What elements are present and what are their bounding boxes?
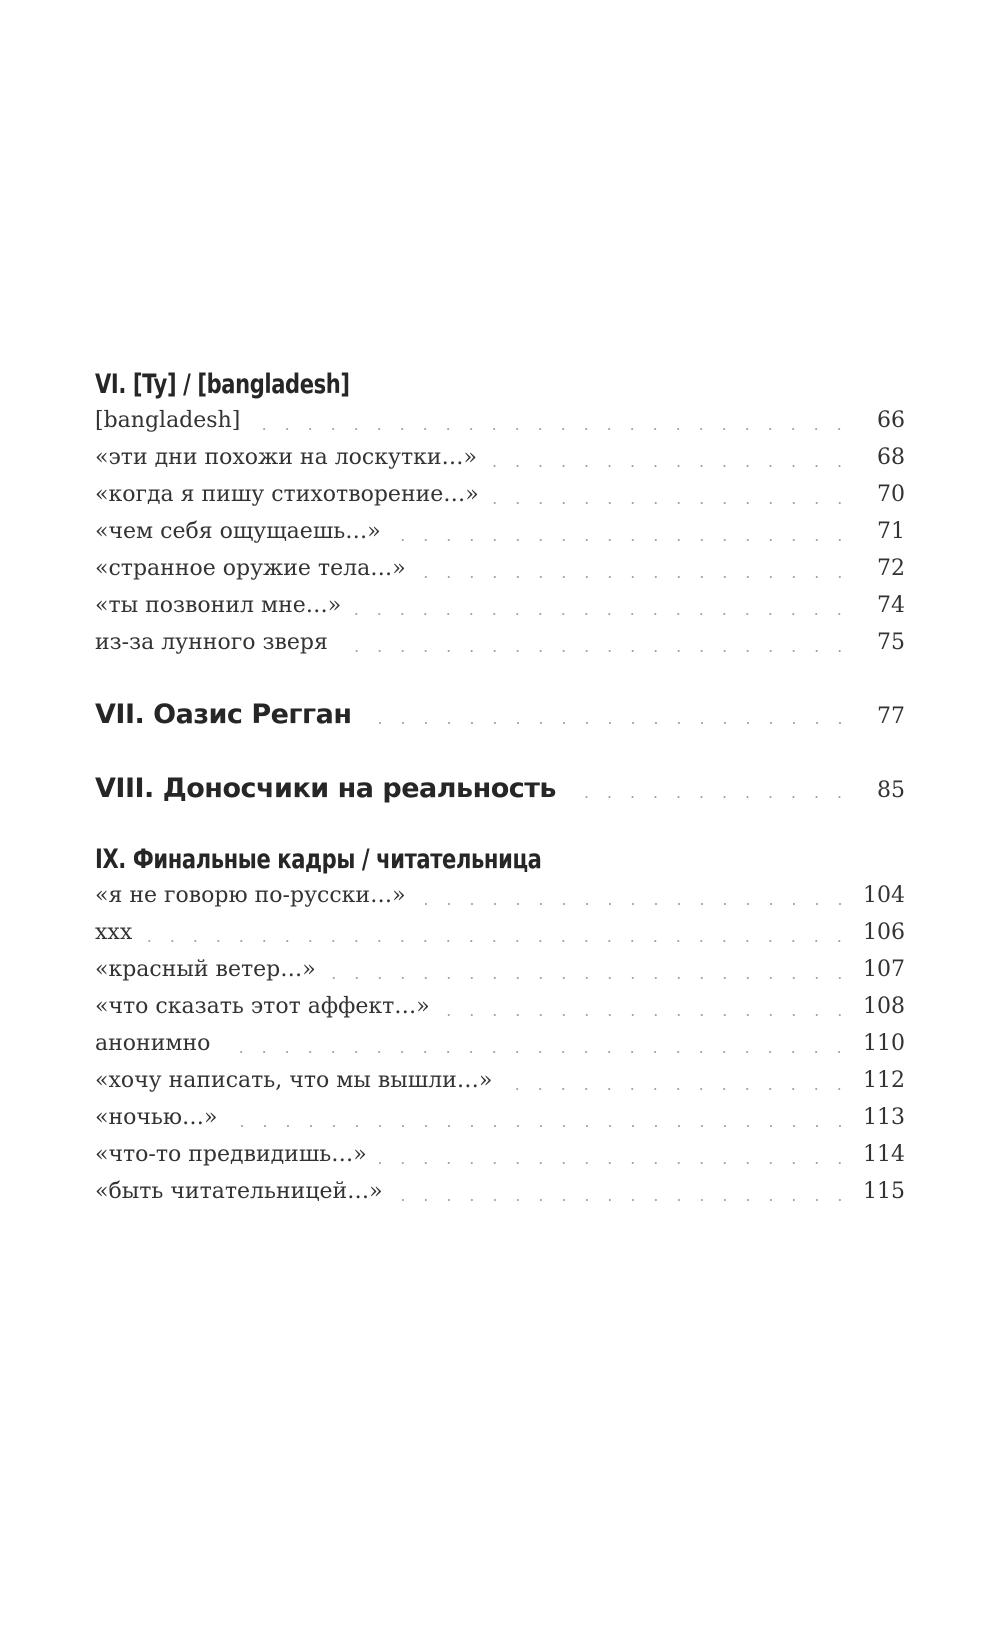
table-of-contents [95,368,905,1210]
section-title: VI. [Ty] / [bangladesh] [95,369,350,400]
entry-title: из-за лунного зверя [95,630,328,655]
dot-leader [328,977,851,979]
dot-leader [504,1088,851,1090]
entry-title: «красный ветер…» [95,957,316,982]
toc-section-vii [95,695,905,735]
dot-leader [353,613,851,615]
dot-leader [442,1014,851,1016]
toc-entry[interactable] [95,402,905,439]
entry-title: «когда я пишу стихотворение…» [95,482,479,507]
toc-entry[interactable] [95,1136,905,1173]
dot-leader [568,796,851,798]
dot-leader [393,539,851,541]
toc-section-ix [95,843,905,1210]
toc-chapter-entry[interactable] [95,695,905,735]
dot-leader [222,1051,851,1053]
page-number: 106 [863,920,905,945]
entry-title: «ты позвонил мне…» [95,593,342,618]
toc-entry[interactable] [95,1062,905,1099]
page-number: 104 [863,883,905,908]
dot-leader [379,1162,851,1164]
entry-title: «ночью…» [95,1105,218,1130]
chapter-title: VIII. Доносчики на реальность [95,773,557,804]
toc-entry[interactable] [95,587,905,624]
toc-entry[interactable] [95,988,905,1025]
dot-leader [364,722,851,724]
entry-title: «быть читательницей…» [95,1179,383,1204]
page-number: 72 [877,556,905,581]
toc-entry[interactable] [95,476,905,513]
entry-title: [bangladesh] [95,408,241,433]
page-number: 71 [877,519,905,544]
toc-entry[interactable] [95,1099,905,1136]
page-number: 85 [877,778,905,803]
page-number: 70 [877,482,905,507]
toc-entry[interactable] [95,624,905,661]
entry-title: «чем себя ощущаешь…» [95,519,381,544]
dot-leader [395,1199,851,1201]
toc-section-vi [95,368,905,661]
entry-title: «эти дни похожи на лоскутки…» [95,445,477,470]
toc-entry[interactable] [95,513,905,550]
toc-entry[interactable] [95,1173,905,1210]
entry-title: «я не говорю по-русски…» [95,883,406,908]
page-number: 107 [863,957,905,982]
entry-title: «что сказать этот аффект…» [95,994,430,1019]
entry-title: «что-то предвидишь…» [95,1142,367,1167]
page-number: 112 [863,1068,905,1093]
page-number: 66 [877,408,905,433]
toc-section-viii [95,769,905,809]
toc-entry[interactable] [95,877,905,914]
toc-entry[interactable] [95,1025,905,1062]
toc-entry[interactable] [95,550,905,587]
page-number: 110 [863,1031,905,1056]
toc-entry[interactable] [95,914,905,951]
dot-leader [491,502,851,504]
page-number: 68 [877,445,905,470]
page-number: 77 [877,704,905,729]
dot-leader [252,428,851,430]
entry-title: анонимно [95,1031,211,1056]
dot-leader [230,1125,851,1127]
dot-leader [144,940,851,942]
page-number: 113 [863,1105,905,1130]
page-number: 108 [863,994,905,1019]
entry-title: «хочу написать, что мы вышли…» [95,1068,493,1093]
toc-chapter-entry[interactable] [95,769,905,809]
dot-leader [489,465,851,467]
dot-leader [418,903,851,905]
entry-title: «странное оружие тела…» [95,556,406,581]
page-number: 75 [877,630,905,655]
toc-entry[interactable] [95,439,905,476]
page-number: 74 [877,593,905,618]
page-number: 114 [863,1142,905,1167]
dot-leader [340,650,851,652]
page-number: 115 [863,1179,905,1204]
toc-entry[interactable] [95,951,905,988]
section-title: IX. Финальные кадры / читательница [95,844,542,875]
chapter-title: VII. Оазис Регган [95,699,352,730]
dot-leader [418,576,851,578]
entry-title: xxx [95,920,133,945]
